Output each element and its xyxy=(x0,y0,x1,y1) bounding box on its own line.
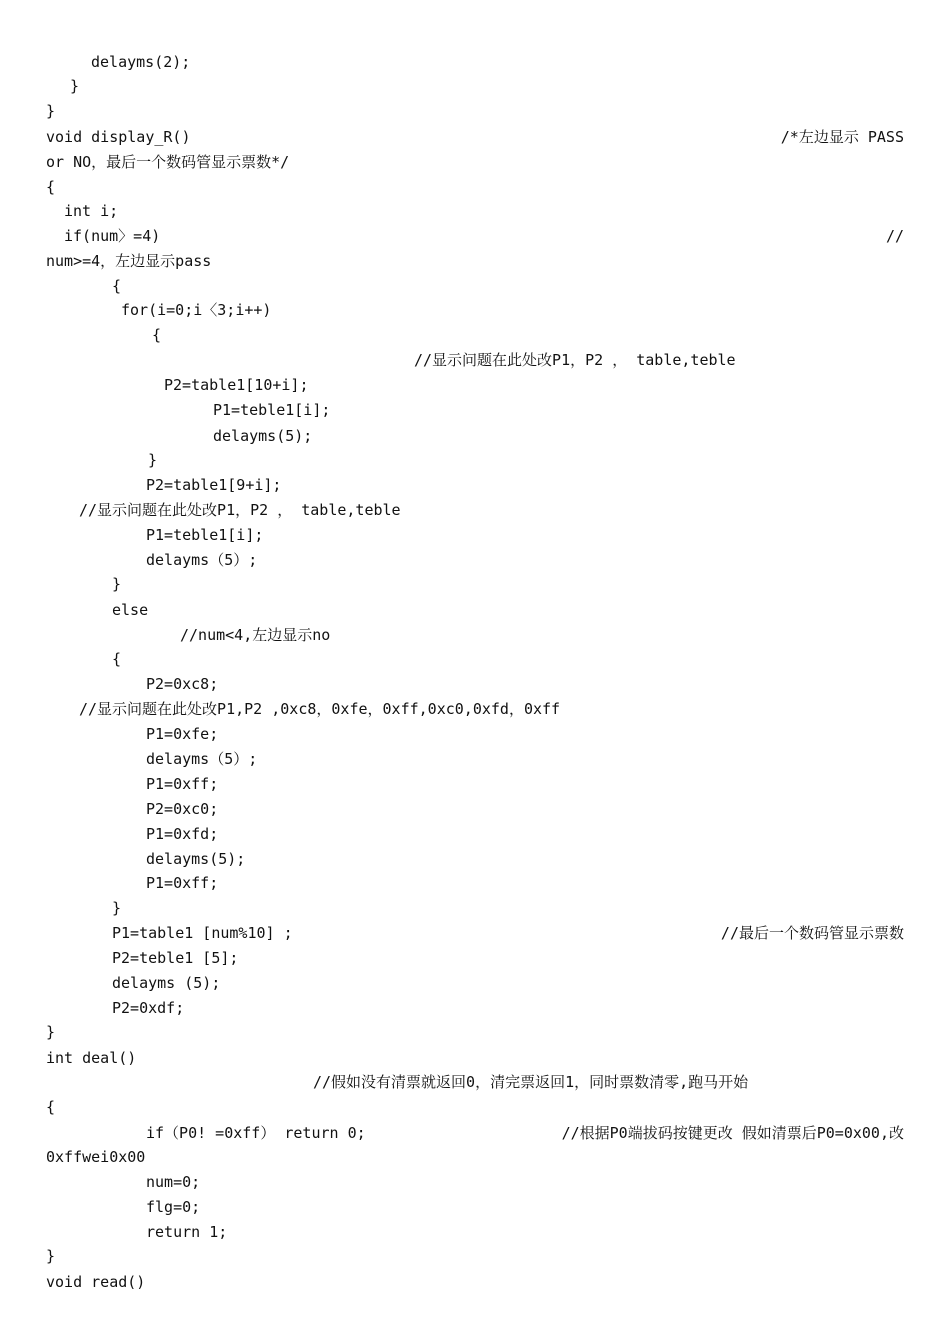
code-comment: //假如没有清票就返回0，清完票返回1，同时票数清零,跑马开始 xyxy=(313,1073,749,1091)
code-line: 0xffwei0x00 xyxy=(46,1148,146,1166)
code-line: } xyxy=(112,899,122,917)
code-line: delayms(2); xyxy=(91,53,191,71)
code-line: P1=teble1[i]; xyxy=(213,401,331,419)
code-line: P2=0xc8; xyxy=(146,675,219,693)
code-line: } xyxy=(70,77,80,95)
code-line: void read() xyxy=(46,1273,146,1291)
code-line: void display_R() xyxy=(46,128,191,146)
code-line: } xyxy=(46,102,56,120)
code-line: P1=0xff; xyxy=(146,874,219,892)
code-comment: //显示问题在此处改P1,P2 ,0xc8，0xfe，0xff,0xc0,0xfd，0xff xyxy=(79,700,561,718)
code-line: delayms (5); xyxy=(112,974,221,992)
code-line: P2=table1[9+i]; xyxy=(146,476,282,494)
code-line: return 1; xyxy=(146,1223,228,1241)
code-line: delayms（5）; xyxy=(146,750,258,768)
code-line: P2=teble1 [5]; xyxy=(112,949,239,967)
code-line: { xyxy=(152,326,162,344)
code-line: P2=0xc0; xyxy=(146,800,219,818)
code-line: { xyxy=(46,1098,56,1116)
code-line: if(num〉=4) xyxy=(64,227,161,245)
code-line: for(i=0;i〈3;i++) xyxy=(121,301,272,319)
code-line: { xyxy=(112,650,122,668)
code-line: or NO，最后一个数码管显示票数*/ xyxy=(46,153,290,171)
code-line: P1=teble1[i]; xyxy=(146,526,264,544)
code-line: num>=4，左边显示pass xyxy=(46,252,212,270)
code-line: int i; xyxy=(64,202,119,220)
code-comment: /*左边显示 PASS xyxy=(780,128,904,146)
code-line: delayms(5); xyxy=(213,427,313,445)
code-comment: //最后一个数码管显示票数 xyxy=(720,924,904,942)
code-line: P2=0xdf; xyxy=(112,999,185,1017)
code-line: } xyxy=(46,1023,56,1041)
code-comment: //显示问题在此处改P1，P2 ， table,teble xyxy=(79,501,401,519)
code-line: flg=0; xyxy=(146,1198,201,1216)
code-line: delayms（5）; xyxy=(146,551,258,569)
code-line: { xyxy=(112,277,122,295)
code-line: P1=0xff; xyxy=(146,775,219,793)
code-line: num=0; xyxy=(146,1173,201,1191)
code-line: else xyxy=(112,601,149,619)
code-comment: // xyxy=(885,227,904,245)
code-line: if（P0! =0xff） return 0; xyxy=(146,1124,366,1142)
code-line: { xyxy=(46,178,56,196)
code-line: int deal() xyxy=(46,1049,137,1067)
code-comment: //根据P0端拔码按键更改 假如清票后P0=0x00,改 xyxy=(561,1124,904,1142)
code-comment: //显示问题在此处改P1，P2 ， table,teble xyxy=(414,351,736,369)
code-line: P2=table1[10+i]; xyxy=(164,376,309,394)
code-line: P1=table1 [num%10] ; xyxy=(112,924,293,942)
code-line: delayms(5); xyxy=(146,850,246,868)
code-line: P1=0xfe; xyxy=(146,725,219,743)
code-line: P1=0xfd; xyxy=(146,825,219,843)
code-line: } xyxy=(112,575,122,593)
code-line: } xyxy=(46,1247,56,1265)
code-comment: //num<4,左边显示no xyxy=(180,626,331,644)
code-line: } xyxy=(148,451,158,469)
